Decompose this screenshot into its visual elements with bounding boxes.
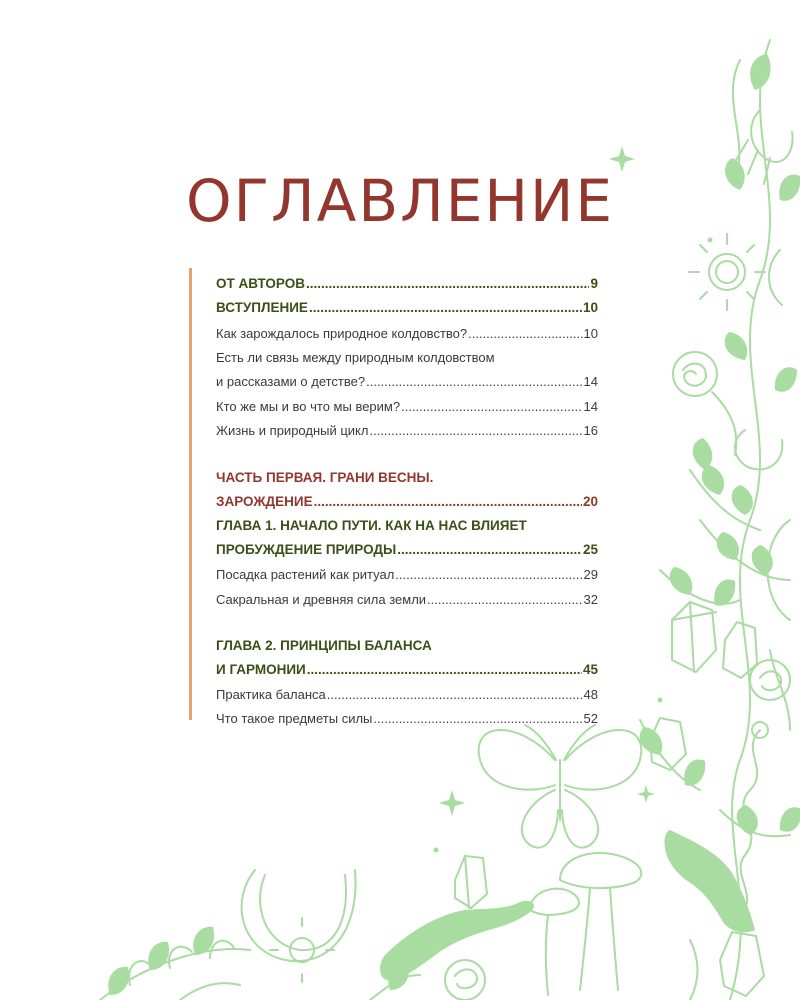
toc-entry-intro-sub4[interactable]: Жизнь и природный цикл ..... 16 [216, 423, 598, 443]
toc-entry-ch2-sub1[interactable]: Практика баланса ..... 48 [216, 687, 598, 707]
toc-entry-chapter2-line1[interactable]: ГЛАВА 2. ПРИНЦИПЫ БАЛАНСА [216, 638, 432, 653]
toc-entry-part1-line1[interactable]: ЧАСТЬ ПЕРВАЯ. ГРАНИ ВЕСНЫ. [216, 470, 434, 485]
toc-entry-chapter2[interactable]: И ГАРМОНИИ ..... 45 [216, 662, 598, 682]
toc-entry-chapter1-line1[interactable]: ГЛАВА 1. НАЧАЛО ПУТИ. КАК НА НАС ВЛИЯЕТ [216, 518, 527, 533]
page-title: ОГЛАВЛЕНИЕ [186, 167, 615, 235]
toc-entry-intro-sub1[interactable]: Как зарождалось природное колдовство? ..... 10 [216, 326, 598, 346]
toc-entry-intro-sub2[interactable]: и рассказами о детстве? ..... 14 [216, 374, 598, 394]
toc-accent-rule [189, 268, 192, 720]
toc-entry-about-authors[interactable]: ОТ АВТОРОВ ..... 9 [216, 276, 598, 296]
toc-entry-ch1-sub1[interactable]: Посадка растений как ритуал ..... 29 [216, 567, 598, 587]
toc-entry-intro-sub3[interactable]: Кто же мы и во что мы верим? ..... 14 [216, 399, 598, 419]
toc-entry-part1[interactable]: ЗАРОЖДЕНИЕ ..... 20 [216, 494, 598, 514]
toc-entry-intro[interactable]: ВСТУПЛЕНИЕ ..... 10 [216, 300, 598, 320]
toc-entry-ch1-sub2[interactable]: Сакральная и древняя сила земли ..... 32 [216, 592, 598, 612]
toc-entry-intro-sub2-line1[interactable]: Есть ли связь между природным колдовством [216, 350, 495, 365]
toc-entry-ch2-sub2[interactable]: Что такое предметы силы ..... 52 [216, 711, 598, 731]
toc-entry-chapter1[interactable]: ПРОБУЖДЕНИЕ ПРИРОДЫ ..... 25 [216, 542, 598, 562]
